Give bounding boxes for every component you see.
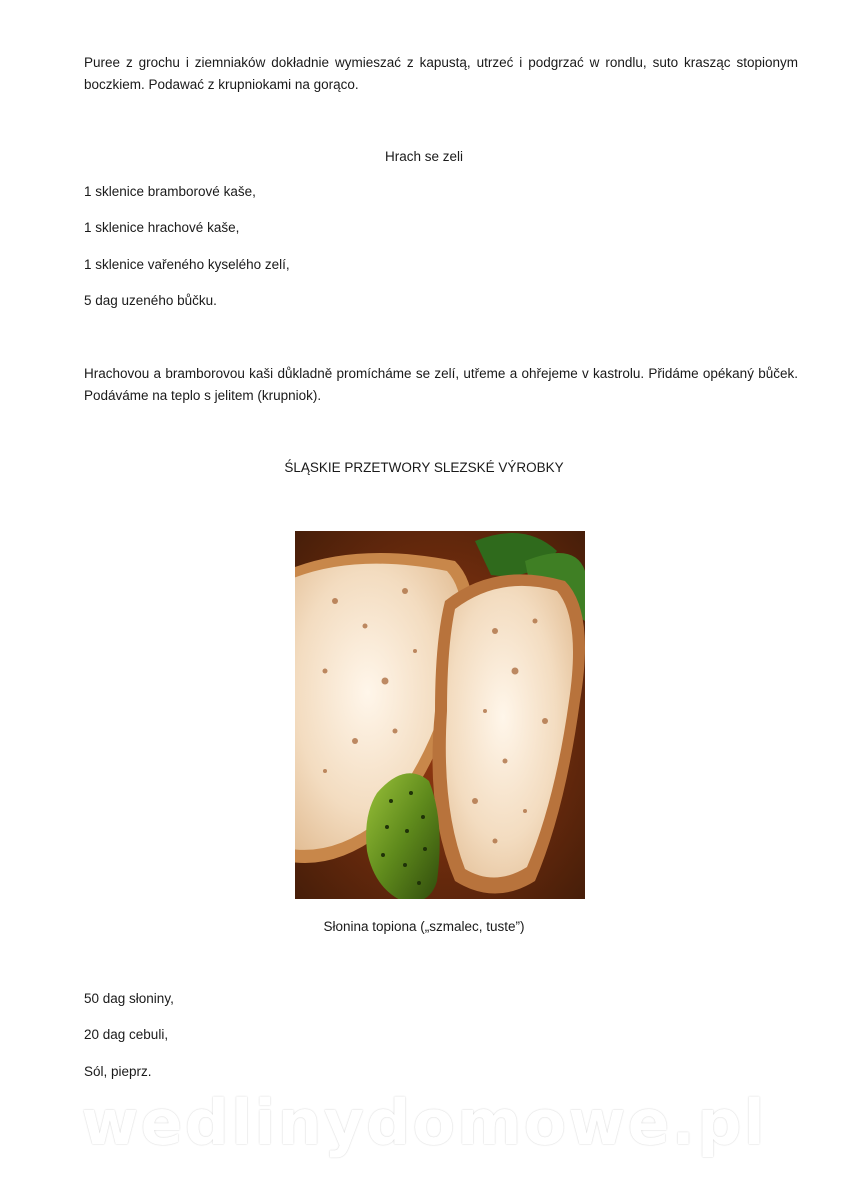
recipe-instructions: Hrachovou a bramborovou kaši důkladně promícháme se zelí, utřeme a ohřejeme v kastrolu. Přidáme opékaný bůček. Podáváme na teplo s jelitem (krupniok). xyxy=(84,366,798,403)
ingredient-item: 1 sklenice bramborové kaše, xyxy=(84,184,256,199)
recipe-title-hrach: Hrach se zeli xyxy=(384,149,464,164)
ingredient-item: 5 dag uzeného bůčku. xyxy=(84,293,217,308)
intro-paragraph: Puree z grochu i ziemniaków dokładnie wymieszać z kapustą, utrzeć i podgrzać w rondlu, suto krasząc stopionym boczkiem. Podawać z krupniokami na gorąco. xyxy=(84,55,798,92)
photo-caption: Słonina topiona („szmalec, tuste”) xyxy=(323,919,525,934)
ingredient-item: 50 dag słoniny, xyxy=(84,991,174,1006)
ingredient-item: Sól, pieprz. xyxy=(84,1064,152,1079)
watermark-text: wedlinydomowe.pl xyxy=(81,1086,767,1159)
ingredient-item: 20 dag cebuli, xyxy=(84,1027,169,1042)
section-heading: ŚLĄSKIE PRZETWORY SLEZSKÉ VÝROBKY xyxy=(284,460,564,475)
ingredient-item: 1 sklenice hrachové kaše, xyxy=(84,220,240,235)
ingredient-item: 1 sklenice vařeného kyselého zelí, xyxy=(84,257,290,272)
lard-bread-photo xyxy=(295,531,585,899)
